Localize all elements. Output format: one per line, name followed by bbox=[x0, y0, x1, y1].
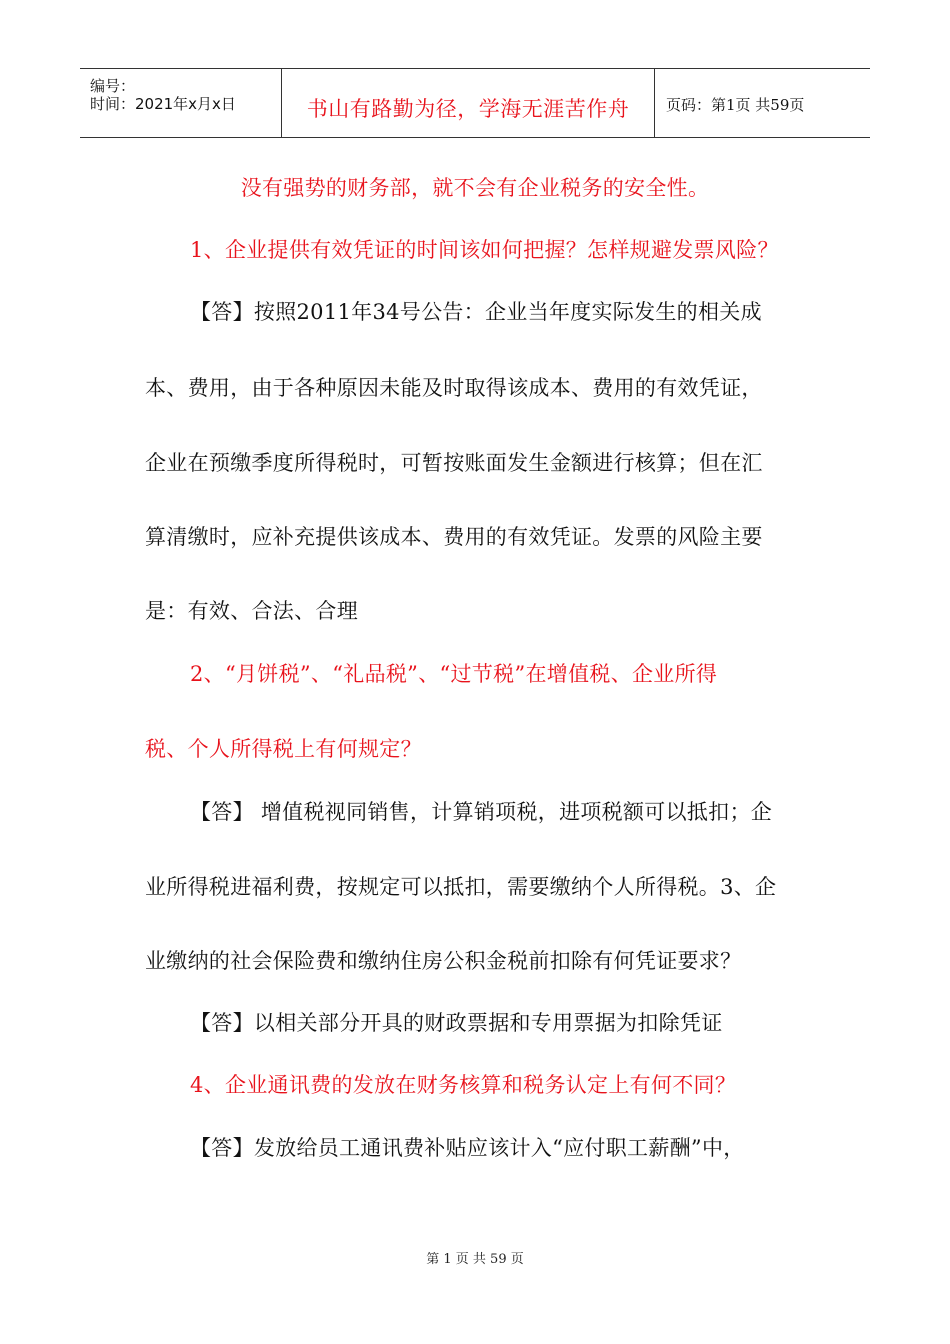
question-3: 业缴纳的社会保险费和缴纳住房公积金税前扣除有何凭证要求？ bbox=[145, 949, 742, 973]
answer-1-line-5: 是：有效、合法、合理 bbox=[145, 599, 358, 623]
page-footer: 第 1 页 共 59 页 bbox=[426, 1252, 524, 1267]
number-label: 编号： bbox=[90, 77, 136, 95]
answer-1-line-4: 算清缴时，应补充提供该成本、费用的有效凭证。发票的风险主要 bbox=[145, 525, 763, 549]
header-meta bbox=[80, 69, 280, 137]
page-header bbox=[80, 68, 870, 138]
answer-3: 【答】以相关部分开具的财政票据和专用票据为扣除凭证 bbox=[190, 1011, 723, 1035]
answer-1-line-3: 企业在预缴季度所得税时，可暂按账面发生金额进行核算；但在汇 bbox=[145, 451, 763, 475]
answer-2-line-1: 【答】 增值税视同销售，计算销项税，进项税额可以抵扣；企 bbox=[190, 800, 773, 824]
answer-1-line-1: 【答】按照2011年34号公告：企业当年度实际发生的相关成 bbox=[190, 300, 762, 324]
document-title: 没有强势的财务部，就不会有企业税务的安全性。 bbox=[240, 176, 710, 200]
header-page-cell bbox=[654, 69, 870, 137]
question-4: 4、企业通讯费的发放在财务核算和税务认定上有何不同？ bbox=[190, 1073, 737, 1097]
question-2-line-2: 税、个人所得税上有何规定？ bbox=[145, 737, 422, 761]
question-1: 1、企业提供有效凭证的时间该如何把握？怎样规避发票风险？ bbox=[190, 238, 779, 262]
answer-2-line-2: 业所得税进福利费，按规定可以抵扣，需要缴纳个人所得税。3、企 bbox=[145, 875, 777, 899]
answer-4-line-1: 【答】发放给员工通讯费补贴应该计入“应付职工薪酬”中， bbox=[190, 1136, 745, 1160]
time-label: 时间：2021年x月x日 bbox=[90, 95, 236, 113]
motto: 书山有路勤为径，学海无涯苦作舟 bbox=[306, 97, 630, 121]
page-info: 页码：第1页 共59页 bbox=[666, 96, 805, 114]
question-2-line-1: 2、“月饼税”、“礼品税”、“过节税”在增值税、企业所得 bbox=[190, 662, 718, 686]
header-motto-cell bbox=[281, 69, 655, 137]
answer-1-line-2: 本、费用，由于各种原因未能及时取得该成本、费用的有效凭证， bbox=[145, 376, 763, 400]
